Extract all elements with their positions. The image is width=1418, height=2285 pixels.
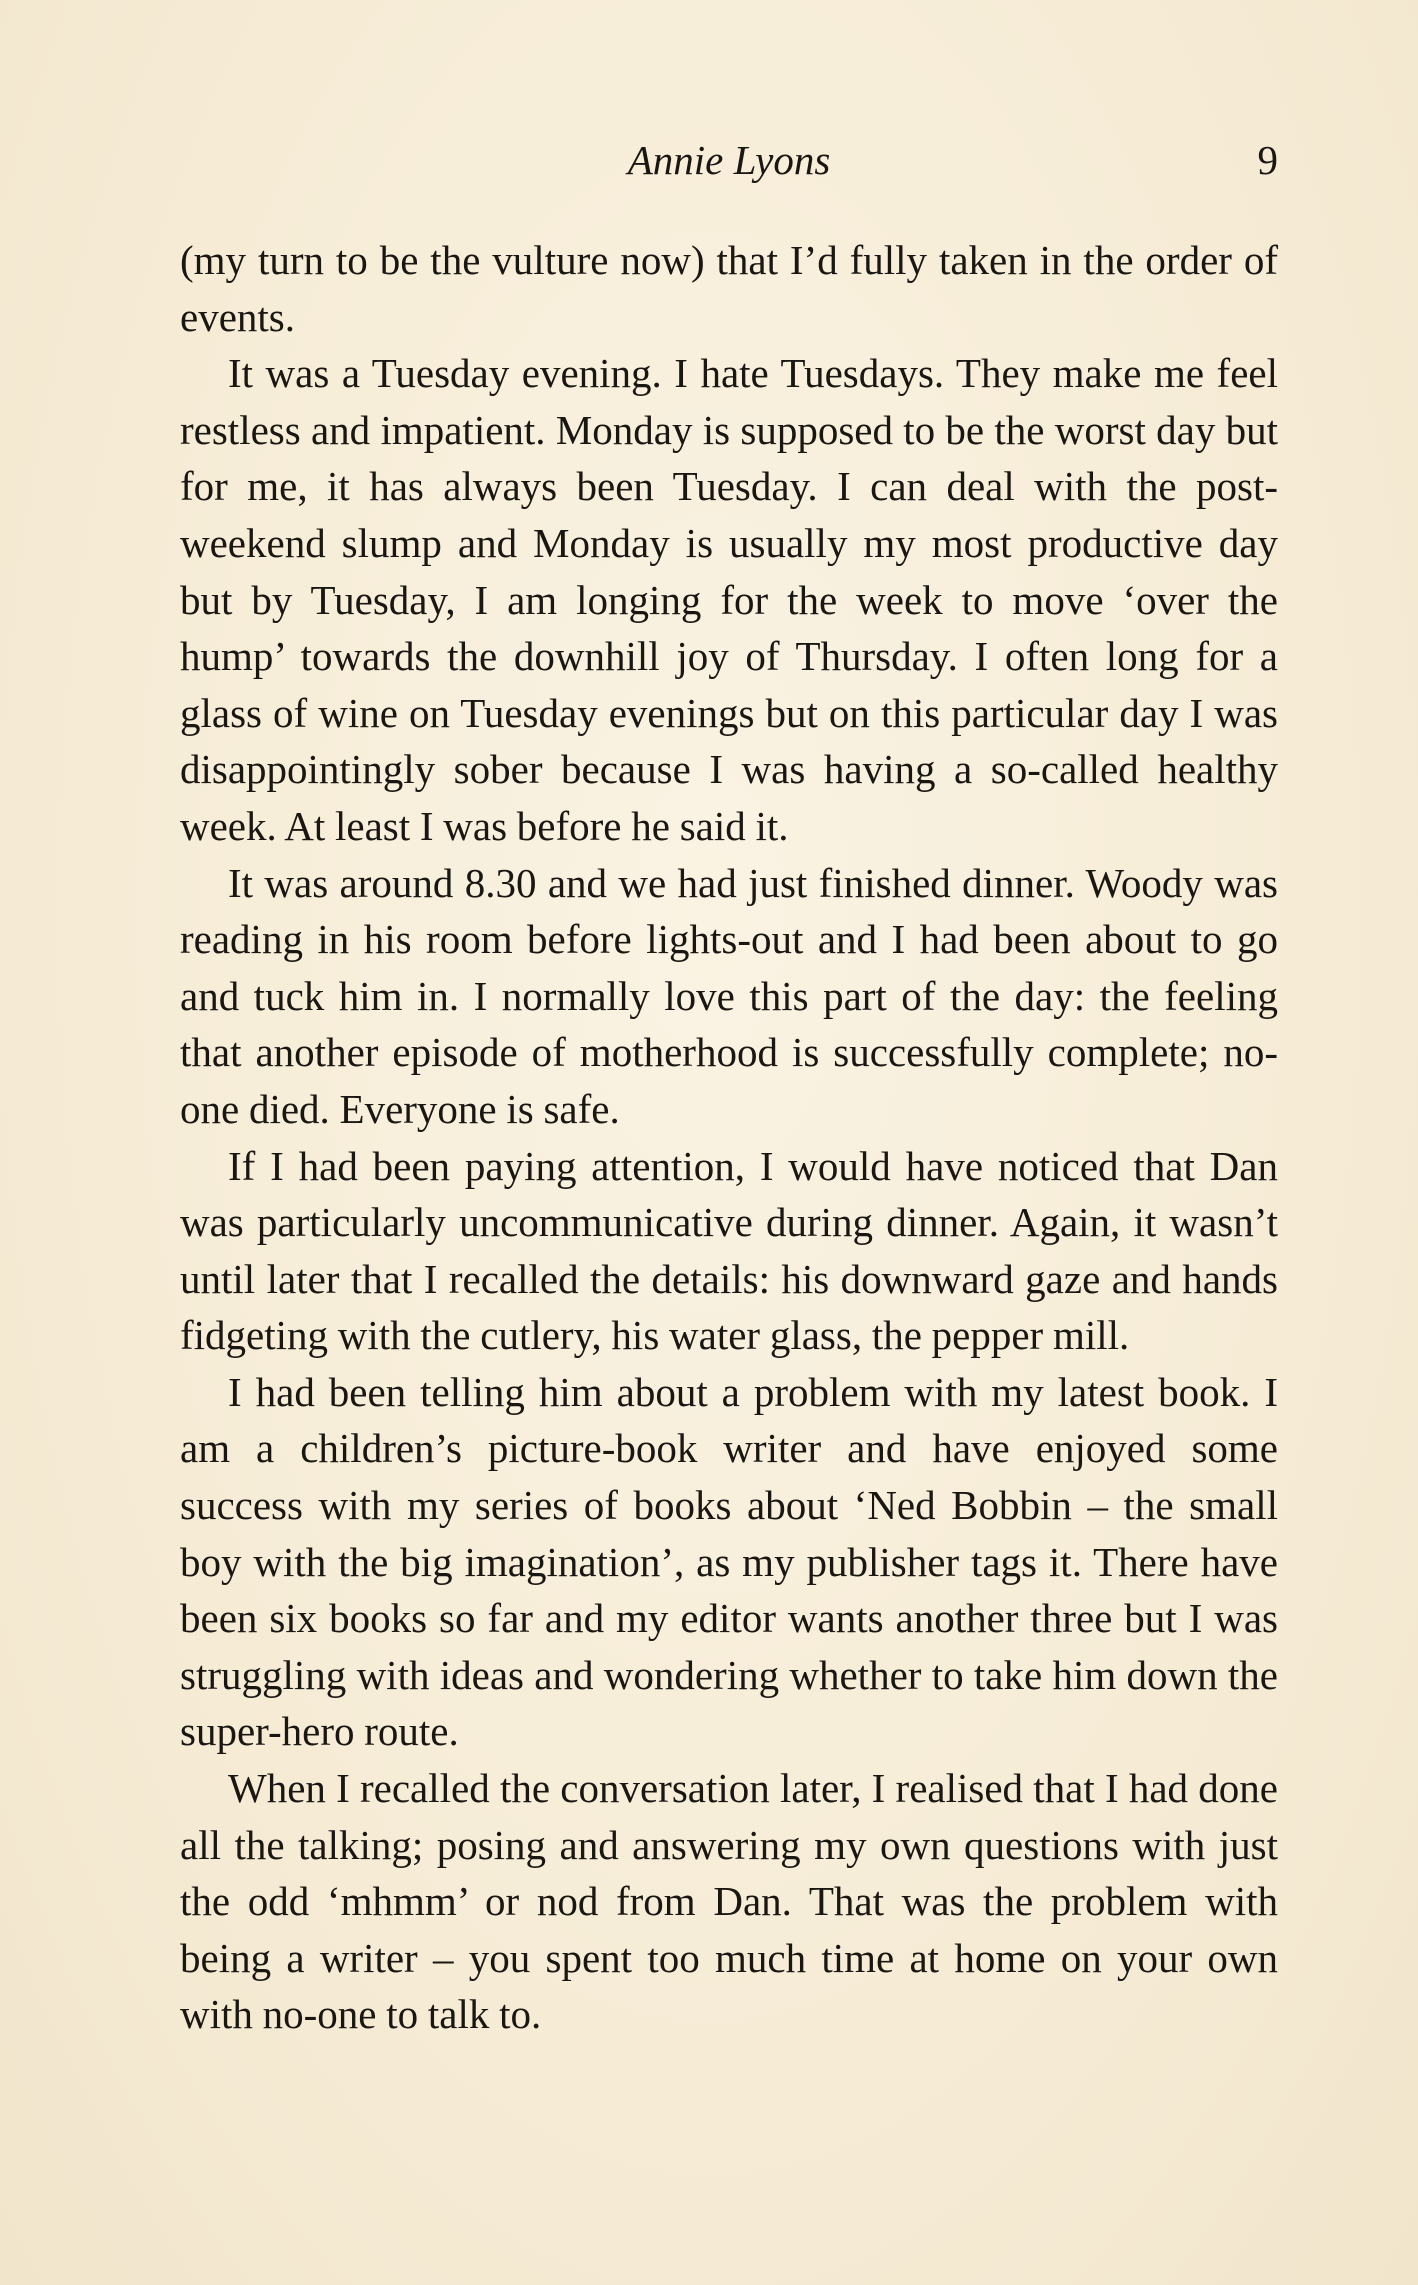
paragraph: It was around 8.30 and we had just finished dinner. Woody was reading in his room before lights-out and I had been about to go and tuck him in. I normally love this part of the day: the feeling that another episode of motherhood is successfully complete; no-one died. Everyone is safe.: [180, 859, 1278, 1132]
running-title: Annie Lyons: [627, 137, 831, 183]
page-number: 9: [1257, 137, 1278, 183]
paragraph: It was a Tuesday evening. I hate Tuesdays. They make me feel restless and impatient. Monday is supposed to be the worst day but for me, it has always been Tuesday. I can deal with the post-weekend slump and Monday is usually my most productive day but by Tuesday, I am longing for the week to move ‘over the hump’ towards the downhill joy of Thursday. I often long for a glass of wine on Tuesday evenings but on this particular day I was disappointingly sober because I was having a so-called healthy week. At least I was before he said it.: [180, 350, 1278, 849]
paragraph: (my turn to be the vulture now) that I’d fully taken in the order of events.: [180, 237, 1278, 340]
running-head: [180, 132, 1278, 188]
body-text: [180, 232, 1278, 2043]
paragraph: When I recalled the conversation later, I realised that I had done all the talking; posing and answering my own questions with just the odd ‘mhmm’ or nod from Dan. That was the problem with being a writer – you spent too much time at home on your own with no-one to talk to.: [180, 1765, 1278, 2038]
paragraph: I had been telling him about a problem with my latest book. I am a children’s picture-book writer and have enjoyed some success with my series of books about ‘Ned Bobbin – the small boy with the big imagination’, as my publisher tags it. There have been six books so far and my editor wants another three but I was struggling with ideas and wondering whether to take him down the super-hero route.: [180, 1368, 1278, 1755]
paragraph: If I had been paying attention, I would have noticed that Dan was particularly uncommunicative during dinner. Again, it wasn’t until later that I recalled the details: his downward gaze and hands fidgeting with the cutlery, his water glass, the pepper mill.: [180, 1142, 1278, 1359]
